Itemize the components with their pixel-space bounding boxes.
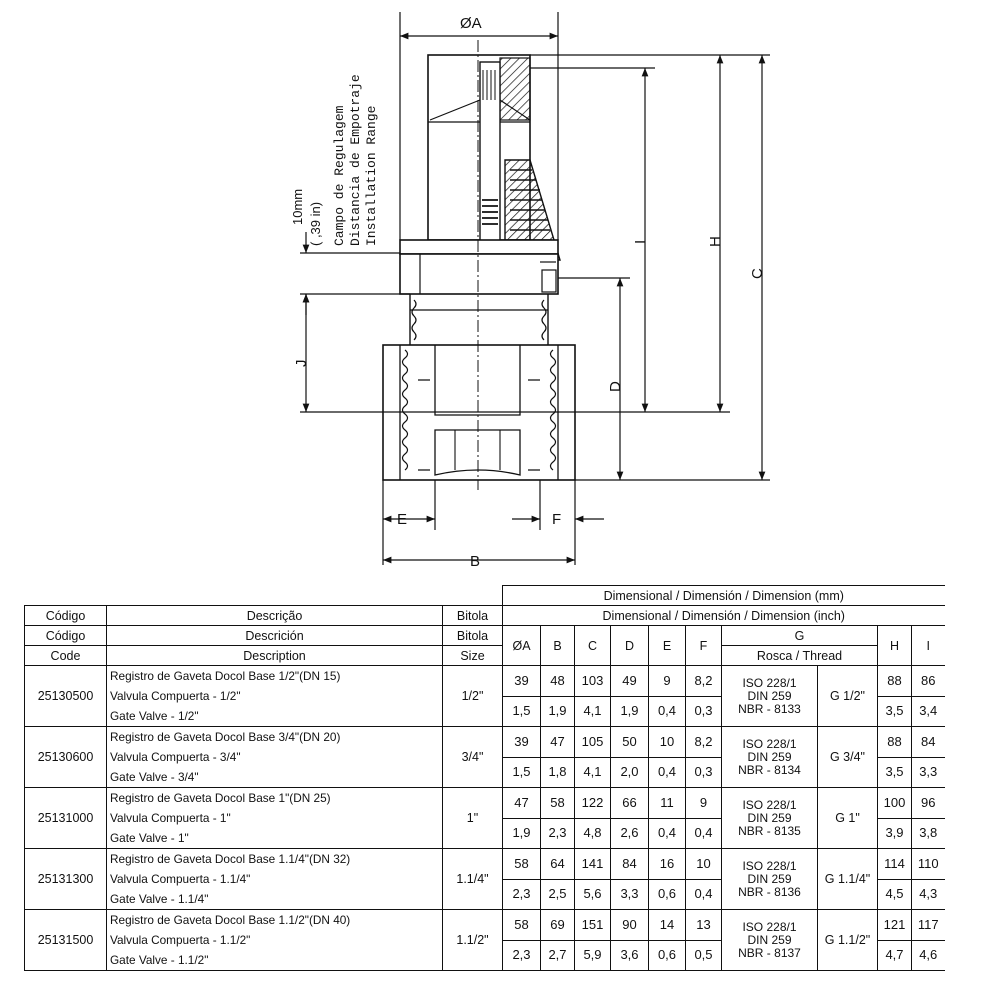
thread-standards xyxy=(722,910,818,971)
mm-oa: 39 xyxy=(503,727,541,758)
mm-h: 88 xyxy=(878,727,912,758)
thread-iso: ISO 228/1 xyxy=(742,797,797,812)
header-row-2 xyxy=(25,626,945,646)
thread-din: DIN 259 xyxy=(747,749,792,764)
header-col-oa: ØA xyxy=(503,626,541,666)
inch-c: 4,1 xyxy=(575,696,611,727)
mm-f: 8,2 xyxy=(686,727,722,758)
inch-d: 1,9 xyxy=(611,696,649,727)
inch-i: 3,3 xyxy=(912,757,945,788)
mm-h: 121 xyxy=(878,910,912,941)
inch-f: 0,3 xyxy=(686,696,722,727)
header-col-d: D xyxy=(611,626,649,666)
header-col-c: C xyxy=(575,626,611,666)
mm-h: 100 xyxy=(878,788,912,819)
product-description xyxy=(107,910,443,971)
header-size-pt: Bitola xyxy=(443,606,503,626)
inch-oa: 1,5 xyxy=(503,757,541,788)
product-code: 25131300 xyxy=(25,849,107,910)
thread-standards xyxy=(722,727,818,788)
mm-b: 64 xyxy=(541,849,575,880)
description-es: Valvula Compuerta - 3/4" xyxy=(110,750,241,764)
header-dimension-mm: Dimensional / Dimensión / Dimension (mm) xyxy=(503,586,945,606)
inch-i: 4,6 xyxy=(912,940,945,971)
range-note-inch: ( ,39 in) xyxy=(308,201,323,246)
inch-f: 0,4 xyxy=(686,818,722,849)
header-col-g: G xyxy=(722,626,878,646)
mm-d: 50 xyxy=(611,727,649,758)
thread-size: G 1/2" xyxy=(818,666,878,727)
dim-label-j: J xyxy=(293,359,310,367)
dim-label-i: I xyxy=(632,239,649,244)
header-col-h: H xyxy=(878,626,912,666)
thread-din: DIN 259 xyxy=(747,688,792,703)
mm-e: 10 xyxy=(649,727,686,758)
mm-e: 9 xyxy=(649,666,686,697)
inch-e: 0,4 xyxy=(649,757,686,788)
table-row-mm xyxy=(25,788,945,819)
table-row-mm xyxy=(25,666,945,697)
inch-b: 1,8 xyxy=(541,757,575,788)
mm-b: 58 xyxy=(541,788,575,819)
product-size: 1.1/4" xyxy=(443,849,503,910)
header-spacer xyxy=(25,586,503,606)
inch-oa: 1,5 xyxy=(503,696,541,727)
thread-iso: ISO 228/1 xyxy=(742,675,797,690)
thread-size: G 1.1/4" xyxy=(818,849,878,910)
header-col-i: I xyxy=(912,626,945,666)
description-pt: Registro de Gaveta Docol Base 1.1/4"(DN 32) xyxy=(110,852,351,866)
mm-d: 66 xyxy=(611,788,649,819)
mm-i: 86 xyxy=(912,666,945,697)
description-en: Gate Valve - 1.1/2" xyxy=(110,953,209,967)
dim-label-c: C xyxy=(749,268,766,279)
inch-h: 4,7 xyxy=(878,940,912,971)
product-description xyxy=(107,849,443,910)
mm-c: 105 xyxy=(575,727,611,758)
thread-din: DIN 259 xyxy=(747,932,792,947)
header-code-en: Code xyxy=(25,646,107,666)
mm-e: 14 xyxy=(649,910,686,941)
product-size: 1.1/2" xyxy=(443,910,503,971)
inch-h: 3,5 xyxy=(878,696,912,727)
mm-h: 114 xyxy=(878,849,912,880)
inch-b: 2,5 xyxy=(541,879,575,910)
mm-i: 96 xyxy=(912,788,945,819)
inch-d: 3,6 xyxy=(611,940,649,971)
thread-din: DIN 259 xyxy=(747,810,792,825)
mm-f: 8,2 xyxy=(686,666,722,697)
mm-f: 9 xyxy=(686,788,722,819)
product-size: 3/4" xyxy=(443,727,503,788)
dim-label-e: E xyxy=(397,511,408,528)
mm-b: 69 xyxy=(541,910,575,941)
table-row-mm xyxy=(25,727,945,758)
header-size-en: Size xyxy=(443,646,503,666)
mm-oa: 58 xyxy=(503,910,541,941)
inch-oa: 2,3 xyxy=(503,879,541,910)
inch-i: 3,8 xyxy=(912,818,945,849)
description-en: Gate Valve - 1" xyxy=(110,831,189,845)
header-desc-es: Descrición xyxy=(107,626,443,646)
product-code: 25131000 xyxy=(25,788,107,849)
thread-iso: ISO 228/1 xyxy=(742,736,797,751)
header-desc-en: Description xyxy=(107,646,443,666)
thread-size: G 1.1/2" xyxy=(818,910,878,971)
thread-iso: ISO 228/1 xyxy=(742,858,797,873)
inch-c: 5,6 xyxy=(575,879,611,910)
range-note-pt: Campo de Regulagem xyxy=(332,105,347,246)
thread-nbr: NBR - 8137 xyxy=(738,945,801,960)
thread-iso: ISO 228/1 xyxy=(742,919,797,934)
inch-e: 0,4 xyxy=(649,818,686,849)
description-en: Gate Valve - 1.1/4" xyxy=(110,892,209,906)
mm-d: 90 xyxy=(611,910,649,941)
mm-c: 141 xyxy=(575,849,611,880)
mm-e: 11 xyxy=(649,788,686,819)
thread-size: G 3/4" xyxy=(818,727,878,788)
mm-e: 16 xyxy=(649,849,686,880)
description-pt: Registro de Gaveta Docol Base 3/4"(DN 20) xyxy=(110,730,341,744)
inch-d: 2,6 xyxy=(611,818,649,849)
table-row-mm xyxy=(25,849,945,880)
inch-e: 0,6 xyxy=(649,940,686,971)
thread-standards xyxy=(722,666,818,727)
thread-size: G 1" xyxy=(818,788,878,849)
mm-c: 151 xyxy=(575,910,611,941)
mm-d: 84 xyxy=(611,849,649,880)
header-dimension-inch: Dimensional / Dimensión / Dimension (inch) xyxy=(503,606,945,626)
valve-body-outline xyxy=(383,55,575,480)
inch-f: 0,3 xyxy=(686,757,722,788)
mm-c: 122 xyxy=(575,788,611,819)
thread-nbr: NBR - 8133 xyxy=(738,701,801,716)
inch-d: 2,0 xyxy=(611,757,649,788)
spec-table xyxy=(24,585,945,971)
dim-label-b: B xyxy=(470,553,481,570)
thread-nbr: NBR - 8136 xyxy=(738,884,801,899)
thread-din: DIN 259 xyxy=(747,871,792,886)
inch-c: 5,9 xyxy=(575,940,611,971)
inch-oa: 1,9 xyxy=(503,818,541,849)
mm-oa: 39 xyxy=(503,666,541,697)
mm-i: 110 xyxy=(912,849,945,880)
header-col-e: E xyxy=(649,626,686,666)
description-en: Gate Valve - 1/2" xyxy=(110,709,199,723)
mm-i: 84 xyxy=(912,727,945,758)
description-es: Valvula Compuerta - 1.1/4" xyxy=(110,872,251,886)
inch-e: 0,6 xyxy=(649,879,686,910)
header-code-pt: Código xyxy=(25,606,107,626)
inch-h: 3,9 xyxy=(878,818,912,849)
product-size: 1/2" xyxy=(443,666,503,727)
mm-i: 117 xyxy=(912,910,945,941)
inch-c: 4,8 xyxy=(575,818,611,849)
range-note-en: Installation Range xyxy=(364,105,379,246)
description-en: Gate Valve - 3/4" xyxy=(110,770,199,784)
header-row-mm xyxy=(25,586,945,606)
inch-i: 3,4 xyxy=(912,696,945,727)
product-size: 1" xyxy=(443,788,503,849)
inch-e: 0,4 xyxy=(649,696,686,727)
mm-h: 88 xyxy=(878,666,912,697)
header-col-thread: Rosca / Thread xyxy=(722,646,878,666)
spec-table-body xyxy=(25,586,945,971)
thread-standards xyxy=(722,849,818,910)
mm-f: 10 xyxy=(686,849,722,880)
description-es: Valvula Compuerta - 1" xyxy=(110,811,231,825)
header-col-f: F xyxy=(686,626,722,666)
inch-c: 4,1 xyxy=(575,757,611,788)
product-code: 25131500 xyxy=(25,910,107,971)
inch-h: 3,5 xyxy=(878,757,912,788)
product-description xyxy=(107,788,443,849)
header-size-es: Bitola xyxy=(443,626,503,646)
product-code: 25130500 xyxy=(25,666,107,727)
inch-i: 4,3 xyxy=(912,879,945,910)
dim-label-f: F xyxy=(552,511,562,528)
header-col-b: B xyxy=(541,626,575,666)
header-row-1 xyxy=(25,606,945,626)
mm-f: 13 xyxy=(686,910,722,941)
inch-oa: 2,3 xyxy=(503,940,541,971)
product-description xyxy=(107,727,443,788)
header-row-3 xyxy=(25,646,945,666)
inch-f: 0,4 xyxy=(686,879,722,910)
mm-b: 47 xyxy=(541,727,575,758)
header-desc-pt: Descrição xyxy=(107,606,443,626)
inch-f: 0,5 xyxy=(686,940,722,971)
mm-c: 103 xyxy=(575,666,611,697)
mm-b: 48 xyxy=(541,666,575,697)
mm-d: 49 xyxy=(611,666,649,697)
dim-label-d: D xyxy=(607,381,624,392)
range-note-mm: 10mm xyxy=(290,188,305,225)
product-description xyxy=(107,666,443,727)
inch-b: 1,9 xyxy=(541,696,575,727)
inch-b: 2,7 xyxy=(541,940,575,971)
description-es: Valvula Compuerta - 1.1/2" xyxy=(110,933,251,947)
inch-b: 2,3 xyxy=(541,818,575,849)
inch-d: 3,3 xyxy=(611,879,649,910)
thread-standards xyxy=(722,788,818,849)
table-row-mm xyxy=(25,910,945,941)
header-code-es: Código xyxy=(25,626,107,646)
thread-nbr: NBR - 8135 xyxy=(738,823,801,838)
inch-h: 4,5 xyxy=(878,879,912,910)
range-note-es: Distancia de Empotraje xyxy=(348,74,363,246)
description-pt: Registro de Gaveta Docol Base 1"(DN 25) xyxy=(110,791,331,805)
description-pt: Registro de Gaveta Docol Base 1/2"(DN 15) xyxy=(110,669,341,683)
description-es: Valvula Compuerta - 1/2" xyxy=(110,689,241,703)
thread-nbr: NBR - 8134 xyxy=(738,762,801,777)
mm-oa: 47 xyxy=(503,788,541,819)
dim-label-h: H xyxy=(707,236,724,247)
product-code: 25130600 xyxy=(25,727,107,788)
mm-oa: 58 xyxy=(503,849,541,880)
dim-label-oa: ØA xyxy=(460,15,482,32)
description-pt: Registro de Gaveta Docol Base 1.1/2"(DN 40) xyxy=(110,913,351,927)
